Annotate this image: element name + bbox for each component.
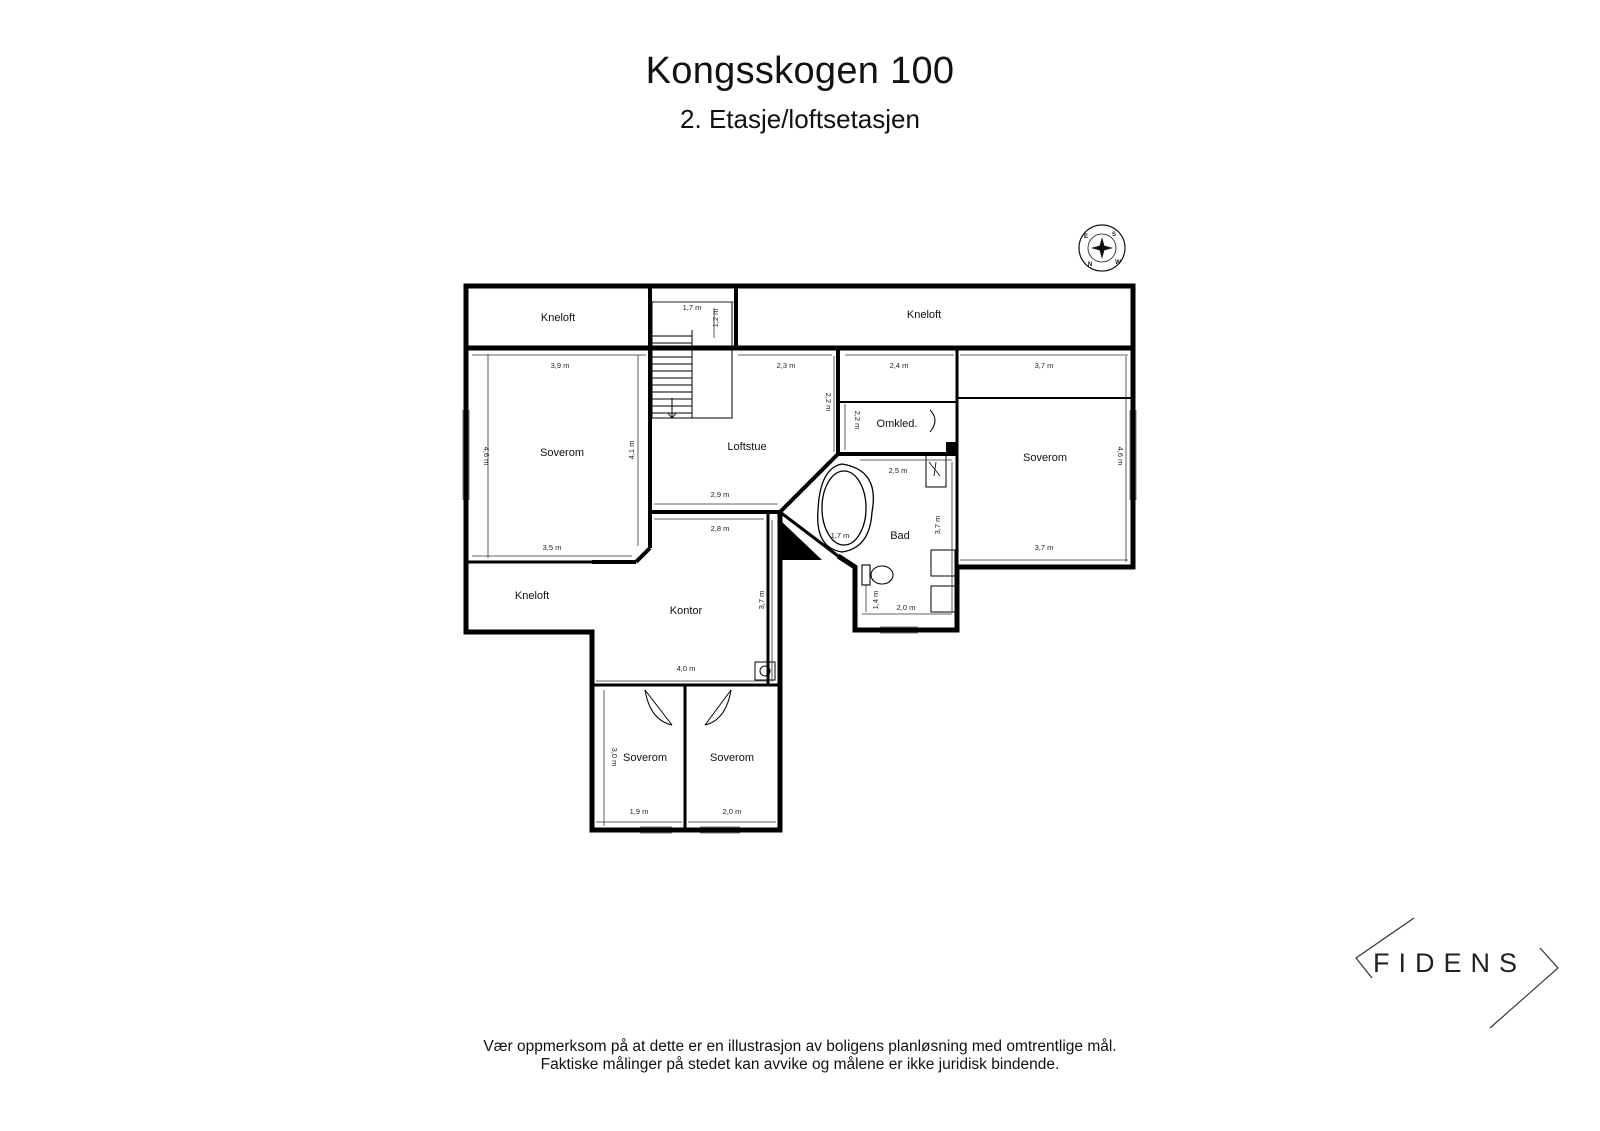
room-soverom-left: Soverom [539, 447, 585, 459]
chimney [946, 442, 956, 452]
dimension-lines [472, 302, 1128, 826]
compass-icon [1079, 225, 1125, 271]
room-soverom-bottom-left: Soverom [622, 752, 668, 764]
dim-omkled-side: 2,2 m [853, 410, 862, 430]
dim-soverom-right-height: 4,6 m [1116, 446, 1125, 466]
room-loftstue: Loftstue [727, 441, 767, 453]
compass-letter-w: W [1115, 260, 1121, 266]
room-omkled: Omkled. [876, 418, 918, 430]
page-title: Kongsskogen 100 [645, 50, 955, 92]
room-kneloft-bottom: Kneloft [514, 590, 550, 602]
dim-soverom-right-bottom: 3,7 m [1034, 543, 1054, 552]
compass-letter-e: E [1083, 234, 1089, 240]
dim-kontor-bottom: 4,0 m [676, 664, 696, 673]
shower-fixture [929, 462, 940, 476]
dim-kontor-height: 3,7 m [757, 590, 766, 610]
dim-loftstue-top: 2,3 m [776, 361, 796, 370]
dim-soverom-bl-height: 3,0 m [610, 747, 619, 767]
dim-stair-width: 1,7 m [682, 303, 702, 312]
dim-soverom-br-bottom: 2,0 m [722, 807, 742, 816]
fidens-logo-text: FIDENS [1373, 948, 1527, 978]
staircase [652, 302, 732, 418]
dim-bad-tub: 1,7 m [830, 531, 850, 540]
dim-omkled-top: 2,4 m [889, 361, 909, 370]
dim-soverom-left-inner: 4,1 m [627, 440, 636, 460]
dim-kontor-top: 2,8 m [710, 524, 730, 533]
room-kontor: Kontor [669, 605, 703, 617]
room-bad: Bad [890, 530, 910, 542]
dim-bad-height: 3,7 m [933, 515, 942, 535]
dim-soverom-bl-bottom: 1,9 m [629, 807, 649, 816]
disclaimer [0, 1038, 1600, 1074]
room-kneloft-top: Kneloft [906, 309, 942, 321]
disclaimer-line-2: Faktiske målinger på stedet kan avvike og målene er ikke juridisk bindende. [540, 1056, 1060, 1073]
disclaimer-line-1: Vær oppmerksom på at dette er en illustrasjon av boligens planløsning med omtrentlige mål. [483, 1038, 1117, 1055]
dim-loftstue-bottom: 2,9 m [710, 490, 730, 499]
dim-stair-depth: 1,2 m [711, 308, 720, 328]
room-kneloft-left: Kneloft [540, 312, 576, 324]
dim-bad-wc-depth: 1,4 m [871, 590, 880, 610]
room-soverom-bottom-right: Soverom [709, 752, 755, 764]
compass-letter-n: N [1087, 262, 1093, 268]
toilet [862, 565, 893, 585]
room-soverom-right: Soverom [1022, 452, 1068, 464]
compass-letter-s: S [1111, 232, 1117, 238]
dim-soverom-left-bottom: 3,5 m [542, 543, 562, 552]
dim-soverom-right-top: 3,7 m [1034, 361, 1054, 370]
doors [645, 410, 935, 725]
windows [463, 410, 1136, 833]
dim-bad-bottom: 2,0 m [896, 603, 916, 612]
dim-loftstue-side: 2,2 m [824, 392, 833, 412]
dim-soverom-left-height: 4,6 m [482, 446, 491, 466]
dim-soverom-left-top: 3,9 m [550, 361, 570, 370]
dim-bad-top: 2,5 m [888, 466, 908, 475]
page-subtitle: 2. Etasje/loftsetasjen [680, 104, 920, 134]
